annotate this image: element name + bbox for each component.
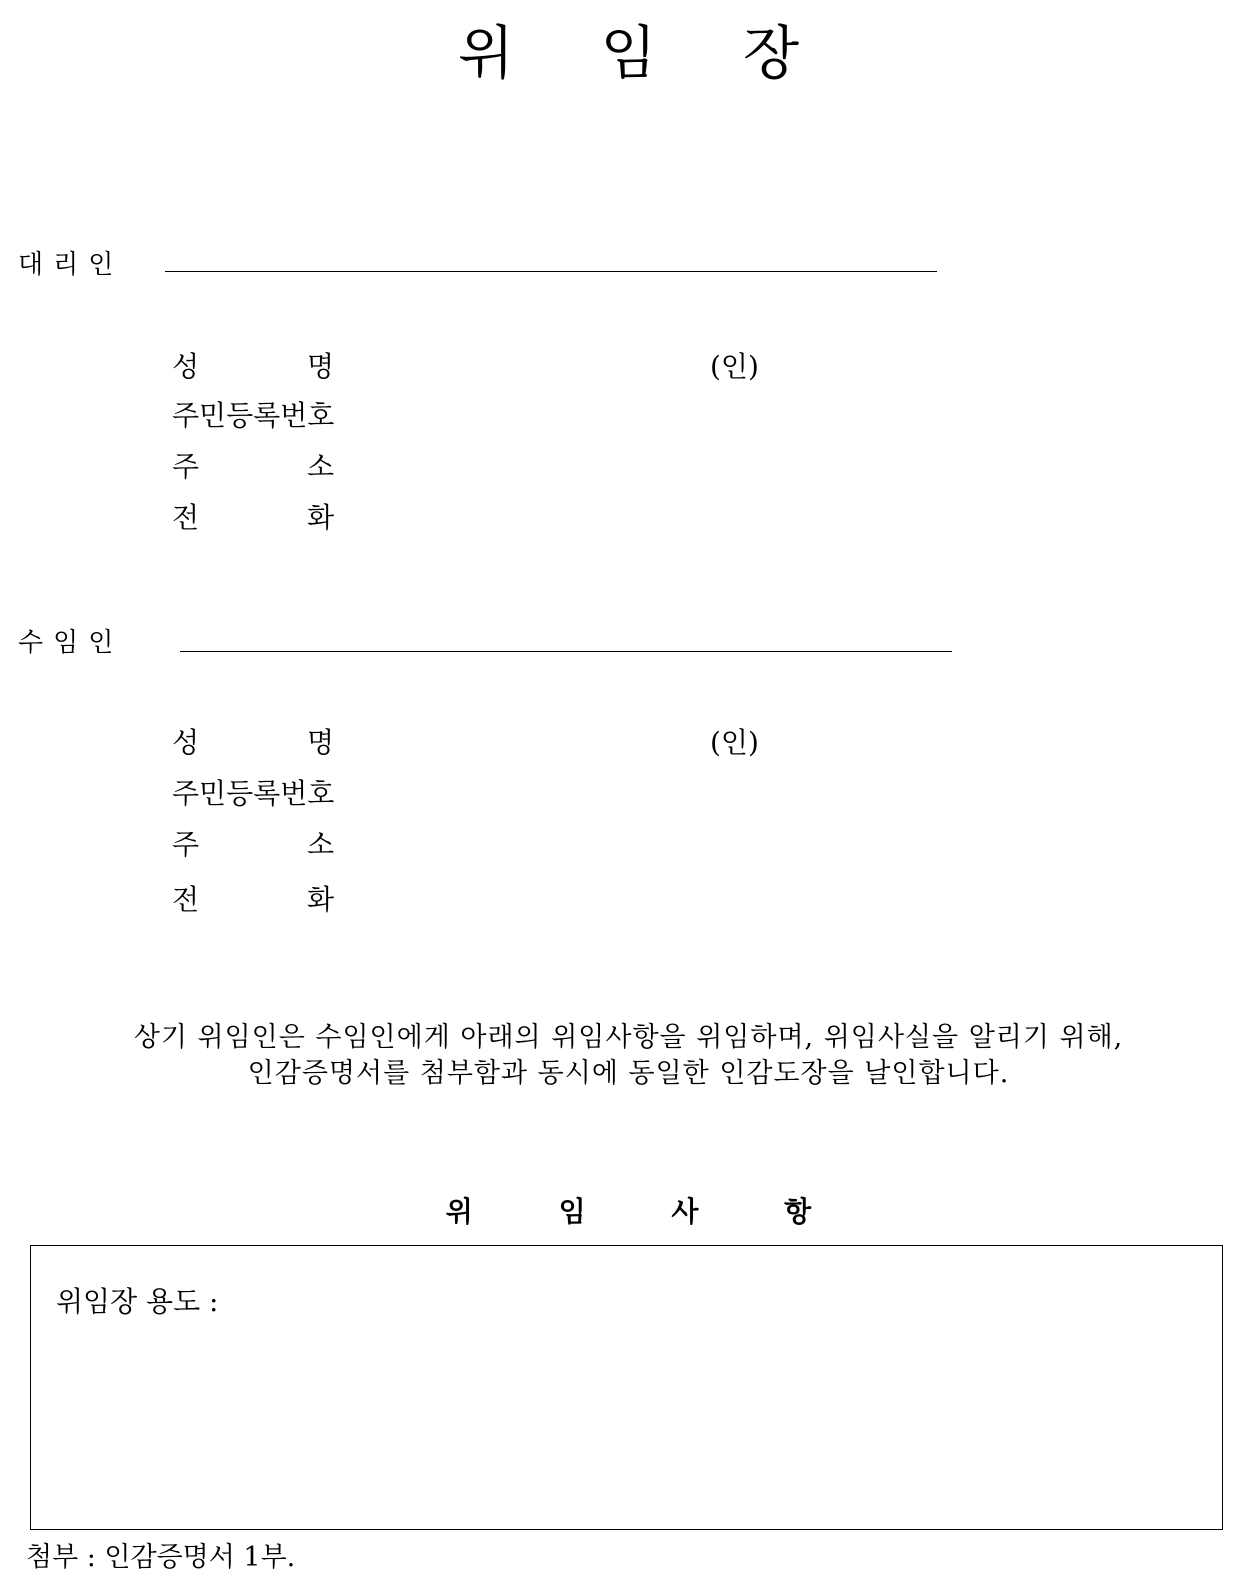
agent-seal-mark: (인): [710, 350, 759, 383]
mandatary-resident-number-label: 주민등록번호: [172, 777, 335, 810]
mandatary-address-label: [172, 823, 334, 863]
mandatary-name-label: [172, 721, 334, 761]
agent-name-label-first: 성: [172, 350, 200, 383]
document-title: 위 임 장: [458, 19, 833, 87]
mandatary-phone-label-first: 전: [172, 883, 200, 916]
statement-line-1: 상기 위임인은 수임인에게 아래의 위임사항을 위임하며, 위임사실을 알리기 위해,: [133, 1022, 1124, 1053]
mandatary-underline: [180, 651, 952, 652]
agent-name-label: [172, 345, 334, 385]
agent-underline: [165, 271, 937, 272]
mandatary-name-label-second: 명: [306, 726, 334, 759]
agent-phone-label-second: 화: [306, 501, 334, 534]
agent-address-label-second: 소: [306, 450, 334, 483]
mandatary-seal-mark: (인): [710, 726, 759, 759]
mandatary-name-label-first: 성: [172, 726, 200, 759]
agent-name-label-second: 명: [306, 350, 334, 383]
agent-address-label: [172, 445, 334, 485]
delegated-items-heading: 위 임 사 항: [445, 1195, 850, 1228]
mandatary-address-label-second: 소: [306, 828, 334, 861]
agent-resident-number-label: 주민등록번호: [172, 399, 335, 432]
mandatary-phone-label-second: 화: [306, 883, 334, 916]
agent-section-label: 대리인: [18, 250, 124, 280]
agent-phone-label: [172, 496, 334, 536]
statement-line-2: 인감증명서를 첨부함과 동시에 동일한 인감도장을 날인합니다.: [247, 1058, 1010, 1089]
mandatary-address-label-first: 주: [172, 828, 200, 861]
agent-phone-label-first: 전: [172, 501, 200, 534]
usage-label: 위임장 용도 :: [56, 1285, 219, 1318]
agent-address-label-first: 주: [172, 450, 200, 483]
mandatary-phone-label: [172, 878, 334, 918]
attachment-note: 첨부 : 인감증명서 1부.: [26, 1542, 296, 1573]
mandatary-section-label: 수임인: [18, 628, 124, 658]
